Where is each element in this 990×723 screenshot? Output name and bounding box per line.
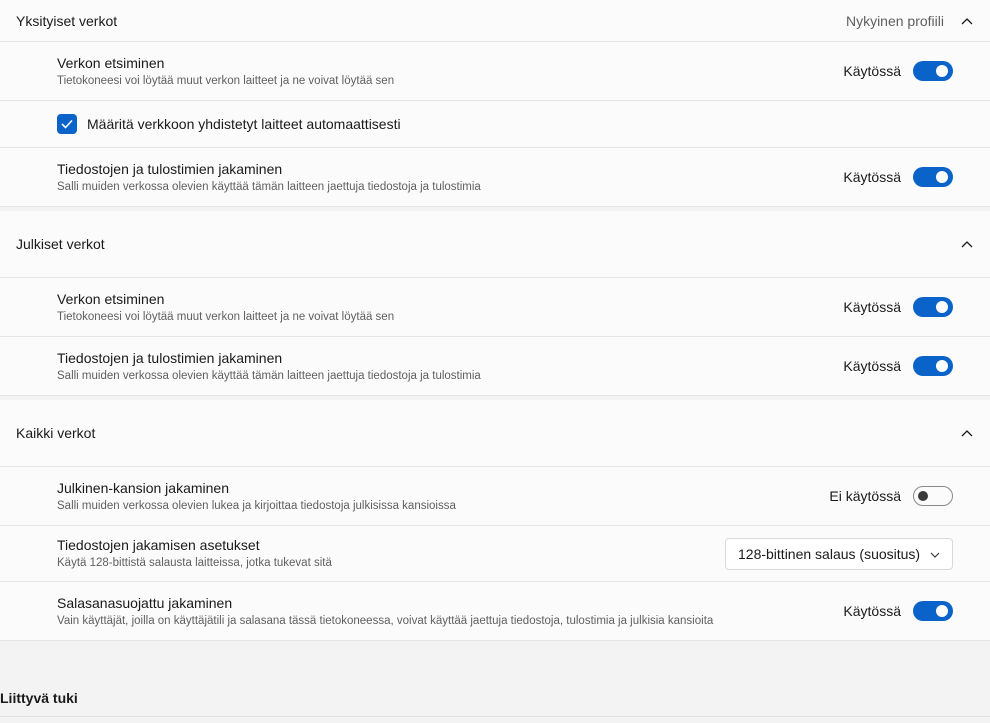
toggle-knob xyxy=(936,171,948,183)
toggle-state-label: Käytössä xyxy=(843,603,901,619)
public-networks-header[interactable] xyxy=(0,211,990,278)
network-discovery-toggle[interactable] xyxy=(913,61,953,81)
public-folder-sharing-row xyxy=(0,467,990,526)
toggle-state-label: Ei käytössä xyxy=(829,488,901,504)
private-networks-header[interactable] xyxy=(0,0,990,42)
network-discovery-toggle[interactable] xyxy=(913,297,953,317)
encryption-dropdown[interactable] xyxy=(725,538,953,570)
row-title: Julkinen-kansion jakaminen xyxy=(57,479,229,496)
file-sharing-settings-row xyxy=(0,526,990,582)
all-networks-header[interactable] xyxy=(0,400,990,467)
toggle-knob xyxy=(918,491,928,501)
all-networks-section xyxy=(0,400,990,641)
network-discovery-row xyxy=(0,278,990,337)
chevron-down-icon xyxy=(930,545,940,563)
row-title: Tiedostojen ja tulostimien jakaminen xyxy=(57,349,283,366)
toggle-knob xyxy=(936,605,948,617)
row-title: Verkon etsiminen xyxy=(57,290,165,307)
private-networks-section xyxy=(0,0,990,207)
auto-setup-row xyxy=(0,101,990,148)
related-support-heading: Liittyvä tuki xyxy=(0,690,78,706)
auto-setup-checkbox[interactable] xyxy=(57,114,77,134)
file-printer-sharing-row xyxy=(0,337,990,395)
row-title: Salasanasuojattu jakaminen xyxy=(57,594,233,611)
divider xyxy=(0,716,990,717)
row-description: Salli muiden verkossa olevien käyttää tämän laitteen jaettuja tiedostoja ja tulostimia xyxy=(57,180,481,193)
password-protected-sharing-toggle[interactable] xyxy=(913,601,953,621)
row-description: Salli muiden verkossa olevien lukea ja kirjoittaa tiedostoja julkisissa kansioissa xyxy=(57,499,456,512)
row-description: Tietokoneesi voi löytää muut verkon laitteet ja ne voivat löytää sen xyxy=(57,310,395,323)
toggle-state-label: Käytössä xyxy=(843,358,901,374)
toggle-knob xyxy=(936,301,948,313)
toggle-knob xyxy=(936,360,948,372)
file-printer-sharing-toggle[interactable] xyxy=(913,356,953,376)
auto-setup-label: Määritä verkkoon yhdistetyt laitteet automaattisesti xyxy=(87,116,401,132)
chevron-up-icon[interactable] xyxy=(960,237,974,251)
file-printer-sharing-toggle[interactable] xyxy=(913,167,953,187)
current-profile-label: Nykyinen profiili xyxy=(845,12,944,29)
chevron-up-icon[interactable] xyxy=(960,426,974,440)
toggle-knob xyxy=(936,65,948,77)
section-title: Kaikki verkot xyxy=(16,425,96,441)
chevron-up-icon[interactable] xyxy=(960,14,974,28)
section-title: Yksityiset verkot xyxy=(16,12,118,29)
row-description: Vain käyttäjät, joilla on käyttäjätili ja salasana tässä tietokoneessa, voivat käyttää jaettuja tiedostoja, tulostimia ja julkisia kansioita xyxy=(57,614,714,627)
section-title: Julkiset verkot xyxy=(16,236,105,252)
row-description: Käytä 128-bittistä salausta laitteissa, jotka tukevat sitä xyxy=(57,557,332,569)
row-description: Tietokoneesi voi löytää muut verkon laitteet ja ne voivat löytää sen xyxy=(57,74,395,87)
password-protected-sharing-row xyxy=(0,582,990,640)
file-printer-sharing-row xyxy=(0,148,990,206)
row-title: Tiedostojen ja tulostimien jakaminen xyxy=(57,160,283,177)
public-folder-sharing-toggle[interactable] xyxy=(913,486,953,506)
row-title: Tiedostojen jakamisen asetukset xyxy=(57,537,260,553)
row-description: Salli muiden verkossa olevien käyttää tämän laitteen jaettuja tiedostoja ja tulostimia xyxy=(57,369,481,382)
public-networks-section xyxy=(0,211,990,396)
toggle-state-label: Käytössä xyxy=(843,299,901,315)
toggle-state-label: Käytössä xyxy=(843,63,901,79)
dropdown-selected-value: 128-bittinen salaus (suositus) xyxy=(738,545,921,562)
network-discovery-row xyxy=(0,42,990,101)
row-title: Verkon etsiminen xyxy=(57,54,165,71)
toggle-state-label: Käytössä xyxy=(843,169,901,185)
